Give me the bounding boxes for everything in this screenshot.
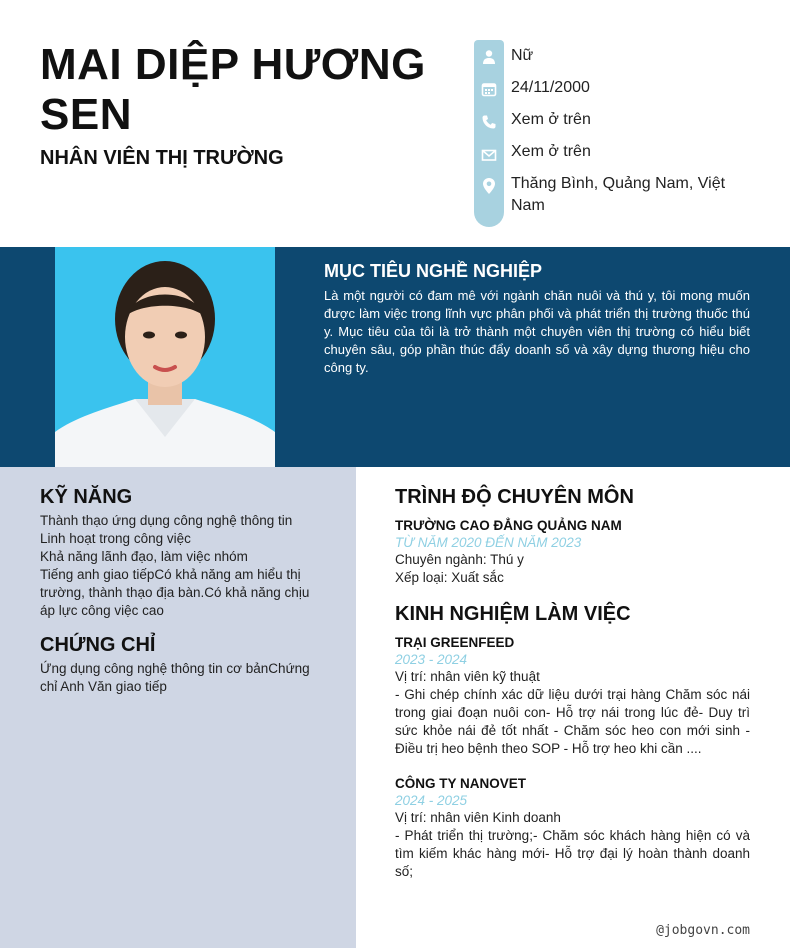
experience-item: [395, 776, 750, 881]
location-pin-icon: [474, 172, 504, 200]
address-value: Thăng Bình, Quảng Nam, Việt Nam: [511, 175, 726, 214]
company-name: TRẠI GREENFEED: [395, 635, 515, 650]
job-position: Vị trí: nhân viên Kinh doanh: [395, 810, 561, 825]
skill-item: Thành thạo ứng dụng công nghệ thông tin: [40, 513, 293, 528]
education-heading: TRÌNH ĐỘ CHUYÊN MÔN: [395, 486, 634, 508]
company-name: CÔNG TY NANOVET: [395, 776, 527, 791]
skill-item: Linh hoạt trong công việc: [40, 531, 191, 546]
mail-icon: [474, 141, 504, 169]
job-position: Vị trí: nhân viên kỹ thuật: [395, 669, 540, 684]
school-name: TRƯỜNG CAO ĐẲNG QUẢNG NAM: [395, 518, 622, 533]
experience-heading: KINH NGHIỆM LÀM VIỆC: [395, 603, 631, 625]
email-value: Xem ở trên: [511, 143, 591, 160]
calendar-icon: [474, 75, 504, 103]
objective-heading: MỤC TIÊU NGHỀ NGHIỆP: [324, 261, 543, 281]
skills-list: [40, 512, 325, 620]
profile-photo: [55, 247, 275, 467]
education-block: [395, 518, 750, 587]
gender-value: Nữ: [511, 47, 534, 64]
job-period: 2024 - 2025: [395, 793, 468, 808]
job-description: - Ghi chép chính xác dữ liệu dưới trại hàng Chăm sóc nái trong giai đoạn nuôi con- Hỗ trợ nái trong lúc đẻ- Duy trì sức khỏe nái đẻ tốt nhất - Chăm sóc heo con mới sinh - Điều trị heo bệnh theo SOP - Hỗ trợ heo khi cần ....: [395, 687, 750, 756]
footer-credit: @jobgovn.com: [656, 923, 750, 938]
person-icon: [474, 43, 504, 71]
dob-value: 24/11/2000: [511, 79, 590, 96]
education-period: TỪ NĂM 2020 ĐẾN NĂM 2023: [395, 535, 582, 550]
phone-value: Xem ở trên: [511, 111, 591, 128]
skills-heading: KỸ NĂNG: [40, 486, 133, 508]
job-title: NHÂN VIÊN THỊ TRƯỜNG: [40, 147, 284, 169]
job-period: 2023 - 2024: [395, 652, 468, 667]
candidate-name: MAI DIỆP HƯƠNG SEN: [40, 40, 426, 139]
certificates-heading: CHỨNG CHỈ: [40, 634, 156, 656]
education-major: Chuyên ngành: Thú y: [395, 552, 524, 567]
certificates-text: Ứng dụng công nghệ thông tin cơ bảnChứng chỉ Anh Văn giao tiếp: [40, 661, 310, 694]
skill-item: Tiếng anh giao tiếpCó khả năng am hiểu thị trường, thành thạo địa bàn.Có khả năng chịu áp lực công việc cao: [40, 567, 310, 618]
skill-item: Khả năng lãnh đạo, làm việc nhóm: [40, 549, 248, 564]
objective-text: Là một người có đam mê với ngành chăn nuôi và thú y, tôi mong muốn được làm việc trong lĩnh vực phân phối và phát triển thị trường thuốc thú y. Mục tiêu của tôi là trở thành một chuyên viên thị trường có hiểu biết chuyên sâu, góp phần thúc đẩy doanh số và xây dựng thương hiệu cho công ty.: [324, 288, 750, 375]
job-description: - Phát triển thị trường;- Chăm sóc khách hàng hiện có và tìm kiếm khác hàng mới- Hỗ trợ đại lý hoàn thành doanh số;: [395, 828, 750, 879]
education-rank: Xếp loại: Xuất sắc: [395, 570, 504, 585]
experience-item: [395, 635, 750, 758]
phone-icon: [474, 108, 504, 136]
